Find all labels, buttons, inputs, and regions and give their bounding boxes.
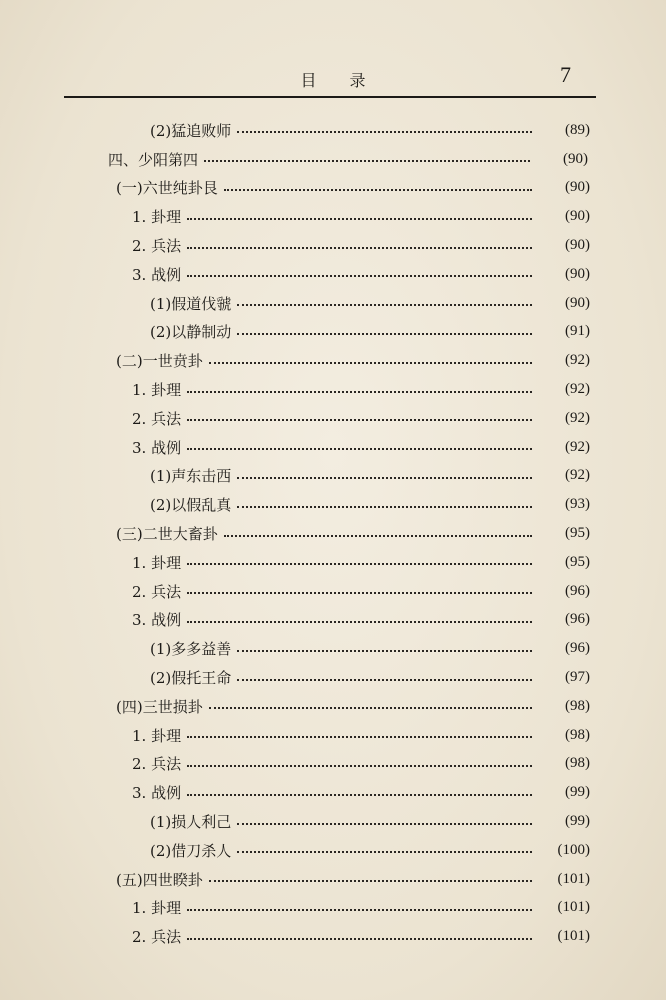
dot-leader: [237, 650, 532, 652]
toc-entry-label: (1)假道伐虢: [150, 294, 232, 313]
dot-leader: [187, 938, 532, 940]
toc-entry: [0, 663, 666, 692]
dot-leader: [187, 448, 532, 450]
toc-entry: [0, 922, 666, 951]
toc-entry-page: (89): [565, 121, 590, 138]
toc-entry-label: 3. 战例: [132, 265, 182, 284]
dot-leader: [237, 506, 532, 508]
toc-entry: [0, 548, 666, 577]
toc-entry: [0, 231, 666, 260]
toc-entry-page: (91): [565, 323, 590, 340]
dot-leader: [237, 679, 532, 681]
toc-entry: [0, 865, 666, 894]
toc-entry-page: (92): [565, 409, 590, 426]
dot-leader: [237, 131, 532, 133]
toc-entry: [0, 116, 666, 145]
toc-entry: [0, 836, 666, 865]
toc-entry-page: (101): [557, 870, 590, 887]
page-header-title: 目 录: [300, 71, 380, 90]
toc-entry-page: (96): [565, 582, 590, 599]
toc-entry: [0, 318, 666, 347]
toc-entry-page: (96): [565, 640, 590, 657]
toc-entry-page: (90): [563, 150, 588, 167]
toc-entry: [0, 894, 666, 923]
dot-leader: [224, 535, 532, 537]
toc-entry-page: (90): [565, 294, 590, 311]
toc-entry-page: (92): [565, 381, 590, 398]
toc-entry-label: (1)多多益善: [150, 640, 232, 659]
toc-entry-label: (2)猛追败师: [150, 121, 232, 140]
toc-entry: [0, 375, 666, 404]
dot-leader: [224, 189, 532, 191]
toc-entry-label: 1. 卦理: [132, 208, 182, 227]
toc-entry-page: (90): [565, 208, 590, 225]
dot-leader: [187, 765, 532, 767]
toc-entry-page: (92): [565, 467, 590, 484]
toc-entry: [0, 404, 666, 433]
table-of-contents: [0, 116, 666, 951]
dot-leader: [187, 592, 532, 594]
toc-entry-page: (95): [565, 525, 590, 542]
toc-entry-label: 3. 战例: [132, 784, 182, 803]
toc-entry: [0, 750, 666, 779]
dot-leader: [237, 823, 532, 825]
toc-entry-page: (98): [565, 726, 590, 743]
dot-leader: [209, 880, 532, 882]
toc-entry: [0, 145, 666, 174]
dot-leader: [209, 707, 532, 709]
dot-leader: [209, 362, 532, 364]
toc-entry-page: (90): [565, 265, 590, 282]
dot-leader: [237, 477, 532, 479]
dot-leader: [237, 333, 532, 335]
toc-entry: [0, 289, 666, 318]
dot-leader: [187, 391, 532, 393]
toc-entry: [0, 634, 666, 663]
toc-entry-label: 1. 卦理: [132, 553, 182, 572]
toc-entry-page: (93): [565, 496, 590, 513]
toc-entry-page: (92): [565, 352, 590, 369]
dot-leader: [204, 160, 530, 162]
dot-leader: [187, 275, 532, 277]
toc-entry: [0, 462, 666, 491]
toc-entry: [0, 260, 666, 289]
dot-leader: [187, 247, 532, 249]
toc-entry-label: (2)借刀杀人: [150, 841, 232, 860]
toc-entry-page: (96): [565, 611, 590, 628]
toc-entry-page: (100): [557, 841, 590, 858]
toc-entry: [0, 606, 666, 635]
toc-entry: [0, 807, 666, 836]
toc-entry: [0, 692, 666, 721]
toc-entry-label: (2)假托王命: [150, 669, 232, 688]
dot-leader: [187, 621, 532, 623]
toc-entry: [0, 433, 666, 462]
toc-entry-label: (1)损人利己: [150, 813, 232, 832]
dot-leader: [187, 909, 532, 911]
toc-entry-label: 2. 兵法: [132, 755, 182, 774]
toc-entry-label: 3. 战例: [132, 611, 182, 630]
toc-entry-label: 1. 卦理: [132, 726, 182, 745]
toc-entry-label: 2. 兵法: [132, 582, 182, 601]
toc-entry-label: 2. 兵法: [132, 409, 182, 428]
toc-entry-page: (98): [565, 697, 590, 714]
header-divider: [64, 96, 596, 98]
dot-leader: [237, 851, 532, 853]
toc-entry-label: (2)以静制动: [150, 323, 232, 342]
toc-entry: [0, 519, 666, 548]
toc-entry-label: (三)二世大畜卦: [116, 525, 218, 544]
toc-entry: [0, 778, 666, 807]
dot-leader: [187, 794, 532, 796]
toc-entry-page: (90): [565, 179, 590, 196]
dot-leader: [187, 736, 532, 738]
toc-entry: [0, 721, 666, 750]
toc-entry-page: (95): [565, 553, 590, 570]
dot-leader: [187, 419, 532, 421]
toc-entry-label: (二)一世贲卦: [116, 352, 203, 371]
dot-leader: [187, 218, 532, 220]
toc-entry-page: (90): [565, 237, 590, 254]
toc-entry-page: (101): [557, 928, 590, 945]
toc-entry-label: (一)六世纯卦艮: [116, 179, 218, 198]
toc-entry-page: (98): [565, 755, 590, 772]
toc-entry-page: (99): [565, 784, 590, 801]
toc-entry: [0, 577, 666, 606]
toc-entry: [0, 202, 666, 231]
toc-entry-label: (五)四世睽卦: [116, 870, 203, 889]
toc-entry-label: (1)声东击西: [150, 467, 232, 486]
toc-entry-label: 1. 卦理: [132, 899, 182, 918]
toc-entry: [0, 490, 666, 519]
toc-entry-page: (92): [565, 438, 590, 455]
toc-entry-page: (99): [565, 813, 590, 830]
toc-entry-label: (2)以假乱真: [150, 496, 232, 515]
dot-leader: [237, 304, 532, 306]
toc-entry-label: 3. 战例: [132, 438, 182, 457]
toc-entry-label: 2. 兵法: [132, 928, 182, 947]
toc-entry: [0, 174, 666, 203]
toc-entry: [0, 346, 666, 375]
toc-entry-label: 1. 卦理: [132, 381, 182, 400]
toc-entry-label: 2. 兵法: [132, 237, 182, 256]
dot-leader: [187, 563, 532, 565]
toc-entry-label: (四)三世损卦: [116, 697, 203, 716]
toc-entry-label: 四、少阳第四: [108, 150, 199, 169]
toc-entry-page: (101): [557, 899, 590, 916]
toc-entry-page: (97): [565, 669, 590, 686]
page-number: 7: [560, 62, 571, 87]
